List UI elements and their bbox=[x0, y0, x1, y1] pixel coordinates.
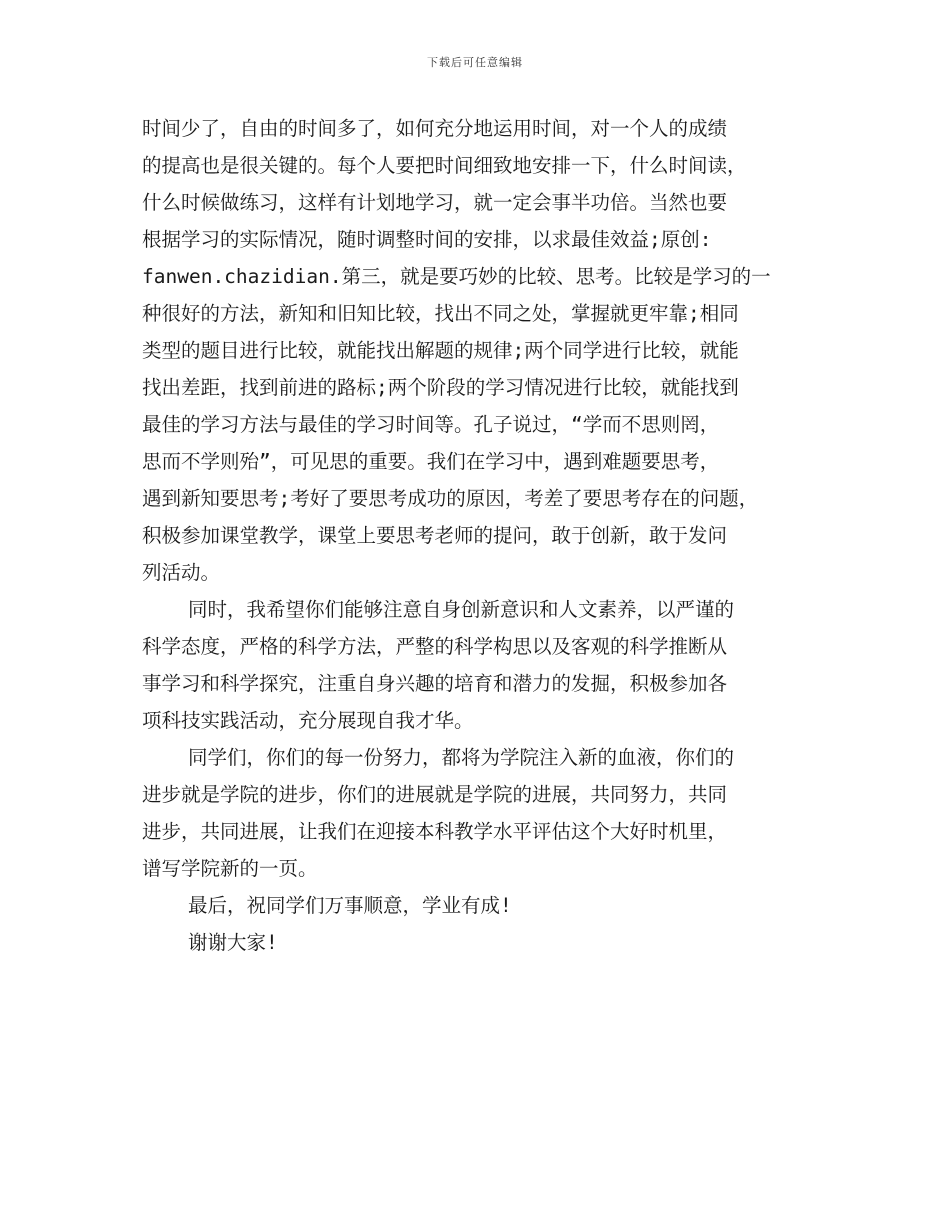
text-line: 项科技实践活动，充分展现自我才华。 bbox=[142, 709, 474, 732]
text-line: 最佳的学习方法与最佳的学习时间等。孔子说过，“学而不思则罔， bbox=[142, 413, 720, 436]
text-line: 同时，我希望你们能够注意自身创新意识和人文素养，以严谨的 bbox=[188, 598, 735, 621]
page-header: 下载后可任意编辑 bbox=[427, 56, 523, 69]
text-line: 谱写学院新的一页。 bbox=[142, 857, 318, 880]
text-line: 根据学习的实际情况，随时调整时间的安排，以求最佳效益;原创: bbox=[142, 228, 712, 251]
text-line: 列活动。 bbox=[142, 561, 221, 584]
text-line: 进步，共同进展，让我们在迎接本科教学水平评估这个大好时机里， bbox=[142, 820, 728, 843]
text-line: 思而不学则殆”，可见思的重要。我们在学习中，遇到难题要思考， bbox=[142, 450, 720, 473]
text-line: 进步就是学院的进步，你们的进展就是学院的进展，共同努力，共同 bbox=[142, 783, 728, 806]
text-line: 种很好的方法，新知和旧知比较，找出不同之处，掌握就更牢靠;相同 bbox=[142, 302, 739, 325]
text-line: 积极参加课堂教学，课堂上要思考老师的提问，敢于创新，敢于发问 bbox=[142, 524, 728, 547]
text-line: 谢谢大家! bbox=[188, 931, 278, 954]
text-line: fanwen.chazidian.第三，就是要巧妙的比较、思考。比较是学习的一 bbox=[142, 265, 771, 288]
document-body bbox=[142, 110, 817, 961]
text-line: 什么时候做练习，这样有计划地学习，就一定会事半功倍。当然也要 bbox=[142, 191, 728, 214]
text-line: 找出差距，找到前进的路标;两个阶段的学习情况进行比较，就能找到 bbox=[142, 376, 739, 399]
text-line: 同学们，你们的每一份努力，都将为学院注入新的血液，你们的 bbox=[188, 746, 735, 769]
text-line: 事学习和科学探究，注重自身兴趣的培育和潜力的发掘，积极参加各 bbox=[142, 672, 728, 695]
text-line: 最后，祝同学们万事顺意，学业有成! bbox=[188, 894, 512, 917]
text-line: 遇到新知要思考;考好了要思考成功的原因，考差了要思考存在的问题， bbox=[142, 487, 759, 510]
text-line: 科学态度，严格的科学方法，严整的科学构思以及客观的科学推断从 bbox=[142, 635, 728, 658]
text-line: 类型的题目进行比较，就能找出解题的规律;两个同学进行比较，就能 bbox=[142, 339, 739, 362]
text-line: 时间少了，自由的时间多了，如何充分地运用时间，对一个人的成绩 bbox=[142, 117, 728, 140]
text-line: 的提高也是很关键的。每个人要把时间细致地安排一下，什么时间读， bbox=[142, 154, 747, 177]
